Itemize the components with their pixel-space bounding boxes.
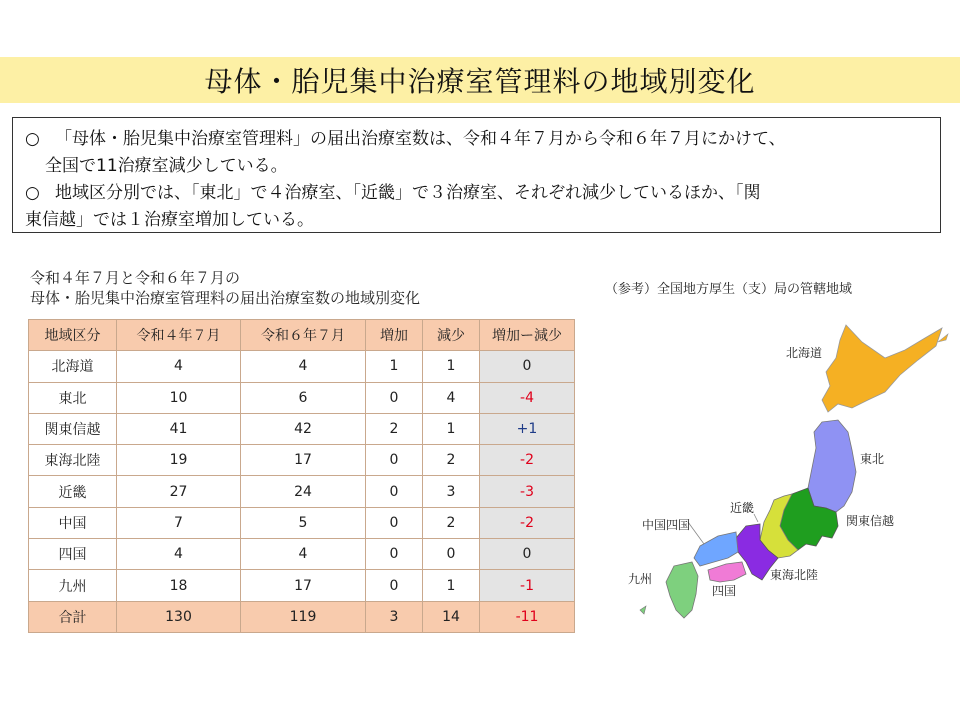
map-label-kyushu: 九州 <box>628 572 653 586</box>
map-label-tokai: 東海北陸 <box>770 568 819 582</box>
table-total-row: 合計 130 119 3 14 -11 <box>29 601 575 632</box>
summary-item-2-line-1: ○ 地域区分別では、「東北」で４治療室、「近畿」で３治療室、それぞれ減少しているほか、「関 <box>25 180 930 207</box>
table-row: 東海北陸 19 17 0 2 -2 <box>29 445 575 476</box>
header-diff: 増加ー減少 <box>480 320 575 351</box>
table-row: 東北 10 6 0 4 -4 <box>29 382 575 413</box>
header-decrease: 減少 <box>423 320 480 351</box>
summary-item-1-line-2: 全国で11治療室減少している。 <box>45 156 288 176</box>
summary-box <box>12 117 941 233</box>
header-region: 地域区分 <box>29 320 117 351</box>
bullet-circle-icon: ○ <box>25 129 40 149</box>
table-row: 近畿 27 24 0 3 -3 <box>29 476 575 507</box>
region-hokkaido <box>822 325 942 412</box>
page-title: 母体・胎児集中治療室管理料の地域別変化 <box>0 57 960 103</box>
map-label-hokkaido: 北海道 <box>786 346 823 360</box>
region-kyushu <box>666 562 698 618</box>
header-increase: 増加 <box>366 320 423 351</box>
summary-item-1-line-1: ○ 「母体・胎児集中治療室管理料」の届出治療室数は、令和４年７月から令和６年７月にかけて、 <box>25 126 930 153</box>
map-label-kanto: 関東信越 <box>846 514 895 528</box>
map-caption: （参考）全国地方厚生（支）局の管轄地域 <box>605 282 853 297</box>
region-shikoku <box>708 562 746 582</box>
japan-region-map <box>600 300 950 630</box>
map-label-chugoku-shikoku: 中国四国 <box>642 518 691 532</box>
table-caption: 令和４年７月と令和６年７月の 母体・胎児集中治療室管理料の届出治療室数の地域別変化 <box>30 269 421 307</box>
region-okinawa <box>640 606 646 614</box>
regional-table <box>28 319 575 633</box>
region-tohoku <box>808 420 856 512</box>
map-label-kinki: 近畿 <box>730 501 755 515</box>
map-label-tohoku: 東北 <box>860 452 885 466</box>
table-row: 関東信越 41 42 2 1 +1 <box>29 413 575 444</box>
summary-item-2-line-2: 東信越」では１治療室増加している。 <box>25 210 314 230</box>
table-row: 中国 7 5 0 2 -2 <box>29 507 575 538</box>
header-r4: 令和４年７月 <box>117 320 241 351</box>
table-row: 北海道 4 4 1 1 0 <box>29 351 575 382</box>
map-label-shikoku: 四国 <box>712 584 737 598</box>
table-row: 九州 18 17 0 1 -1 <box>29 570 575 601</box>
table-header-row <box>29 320 575 351</box>
table-row: 四国 4 4 0 0 0 <box>29 539 575 570</box>
region-chugoku <box>694 532 738 566</box>
bullet-circle-icon: ○ <box>25 183 40 203</box>
header-r6: 令和６年７月 <box>241 320 366 351</box>
